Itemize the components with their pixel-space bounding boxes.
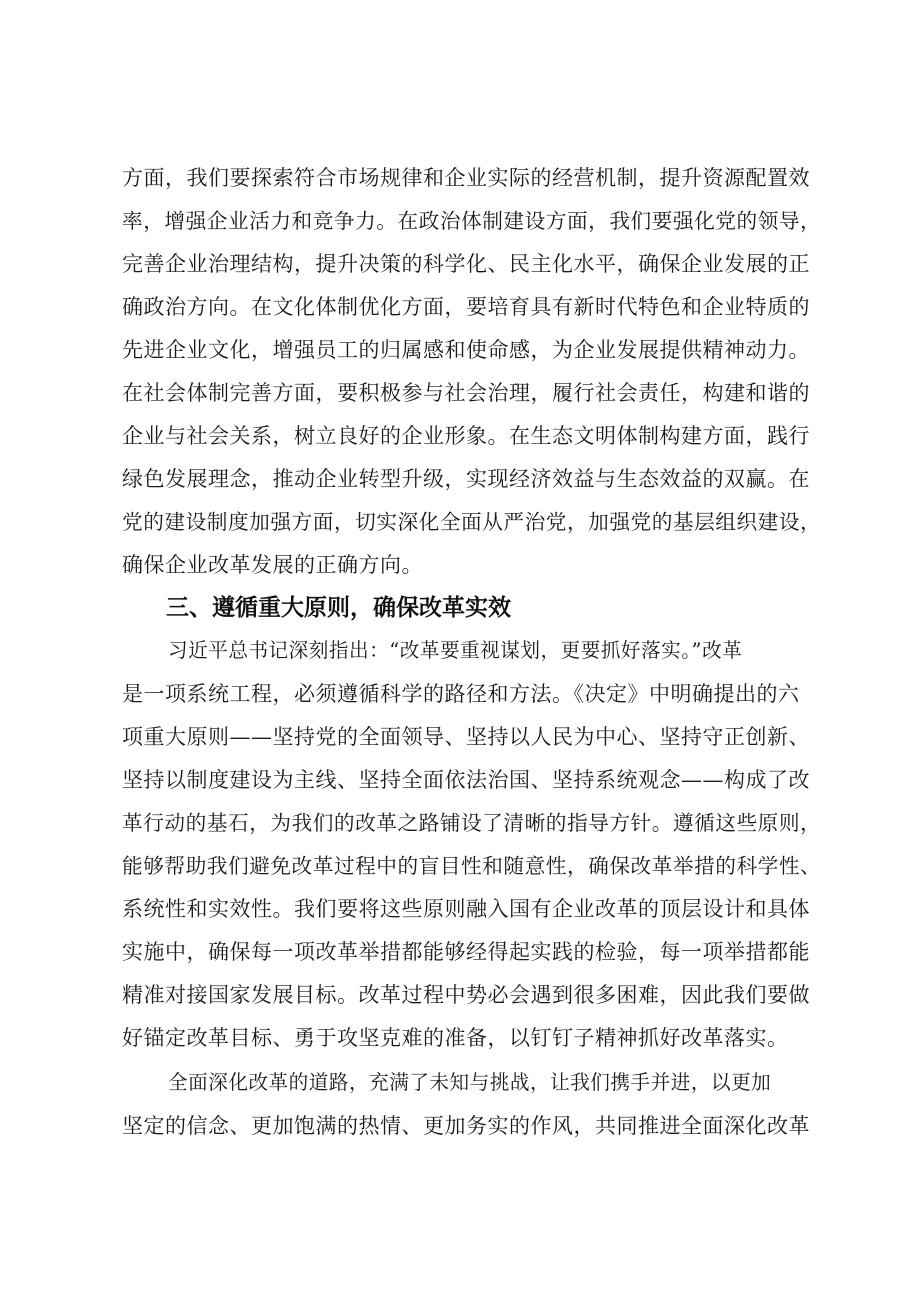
paragraph-line: 先进企业文化，增强员工的归属感和使命感，为企业发展提供精神动力。 [122, 338, 810, 362]
paragraph-line: 全面深化改革的道路，充满了未知与挑战，让我们携手并进，以更加 [168, 1071, 772, 1094]
paragraph-line: 是一项系统工程，必须遵循科学的路径和方法。《决定》中明确提出的六 [122, 682, 800, 706]
paragraph-line: 在社会体制完善方面，要积极参与社会治理，履行社会责任，构建和谐的 [122, 381, 810, 405]
paragraph-line: 坚持以制度建设为主线、坚持全面依法治国、坚持系统观念——构成了改 [122, 768, 810, 792]
paragraph-line: 习近平总书记深刻指出：“改革要重视谋划，更要抓好落实。”改革 [168, 639, 743, 662]
paragraph-line: 绿色发展理念，推动企业转型升级，实现经济效益与生态效益的双赢。在 [122, 467, 810, 491]
paragraph-line: 革行动的基石，为我们的改革之路铺设了清晰的指导方针。遵循这些原则， [122, 811, 822, 835]
paragraph-line: 确政治方向。在文化体制优化方面，要培育具有新时代特色和企业特质的 [122, 295, 810, 319]
paragraph-line: 率，增强企业活力和竞争力。在政治体制建设方面，我们要强化党的领导， [122, 209, 822, 233]
paragraph-line: 企业与社会关系，树立良好的企业形象。在生态文明体制构建方面，践行 [122, 424, 810, 448]
paragraph-line: 项重大原则——坚持党的全面领导、坚持以人民为中心、坚持守正创新、 [122, 725, 810, 749]
paragraph-line: 好锚定改革目标、勇于攻坚克难的准备，以钉钉子精神抓好改革落实。 [122, 1026, 789, 1050]
paragraph-line: 党的建设制度加强方面，切实深化全面从严治党，加强党的基层组织建设， [122, 510, 822, 534]
paragraph-line: 能够帮助我们避免改革过程中的盲目性和随意性，确保改革举措的科学性、 [122, 854, 822, 878]
section-heading: 三、遵循重大原则，确保改革实效 [166, 595, 511, 621]
paragraph-line: 确保企业改革发展的正确方向。 [122, 553, 423, 577]
paragraph-line: 完善企业治理结构，提升决策的科学化、民主化水平，确保企业发展的正 [122, 252, 810, 276]
paragraph-line: 实施中，确保每一项改革举措都能够经得起实践的检验，每一项举措都能 [122, 940, 810, 964]
paragraph-line: 系统性和实效性。我们要将这些原则融入国有企业改革的顶层设计和具体 [122, 897, 810, 921]
paragraph-line: 方面，我们要探索符合市场规律和企业实际的经营机制，提升资源配置效 [122, 166, 810, 190]
paragraph-line: 坚定的信念、更加饱满的热情、更加务实的作风，共同推进全面深化改革 [122, 1114, 810, 1138]
paragraph-line: 精准对接国家发展目标。改革过程中势必会遇到很多困难，因此我们要做 [122, 983, 810, 1007]
